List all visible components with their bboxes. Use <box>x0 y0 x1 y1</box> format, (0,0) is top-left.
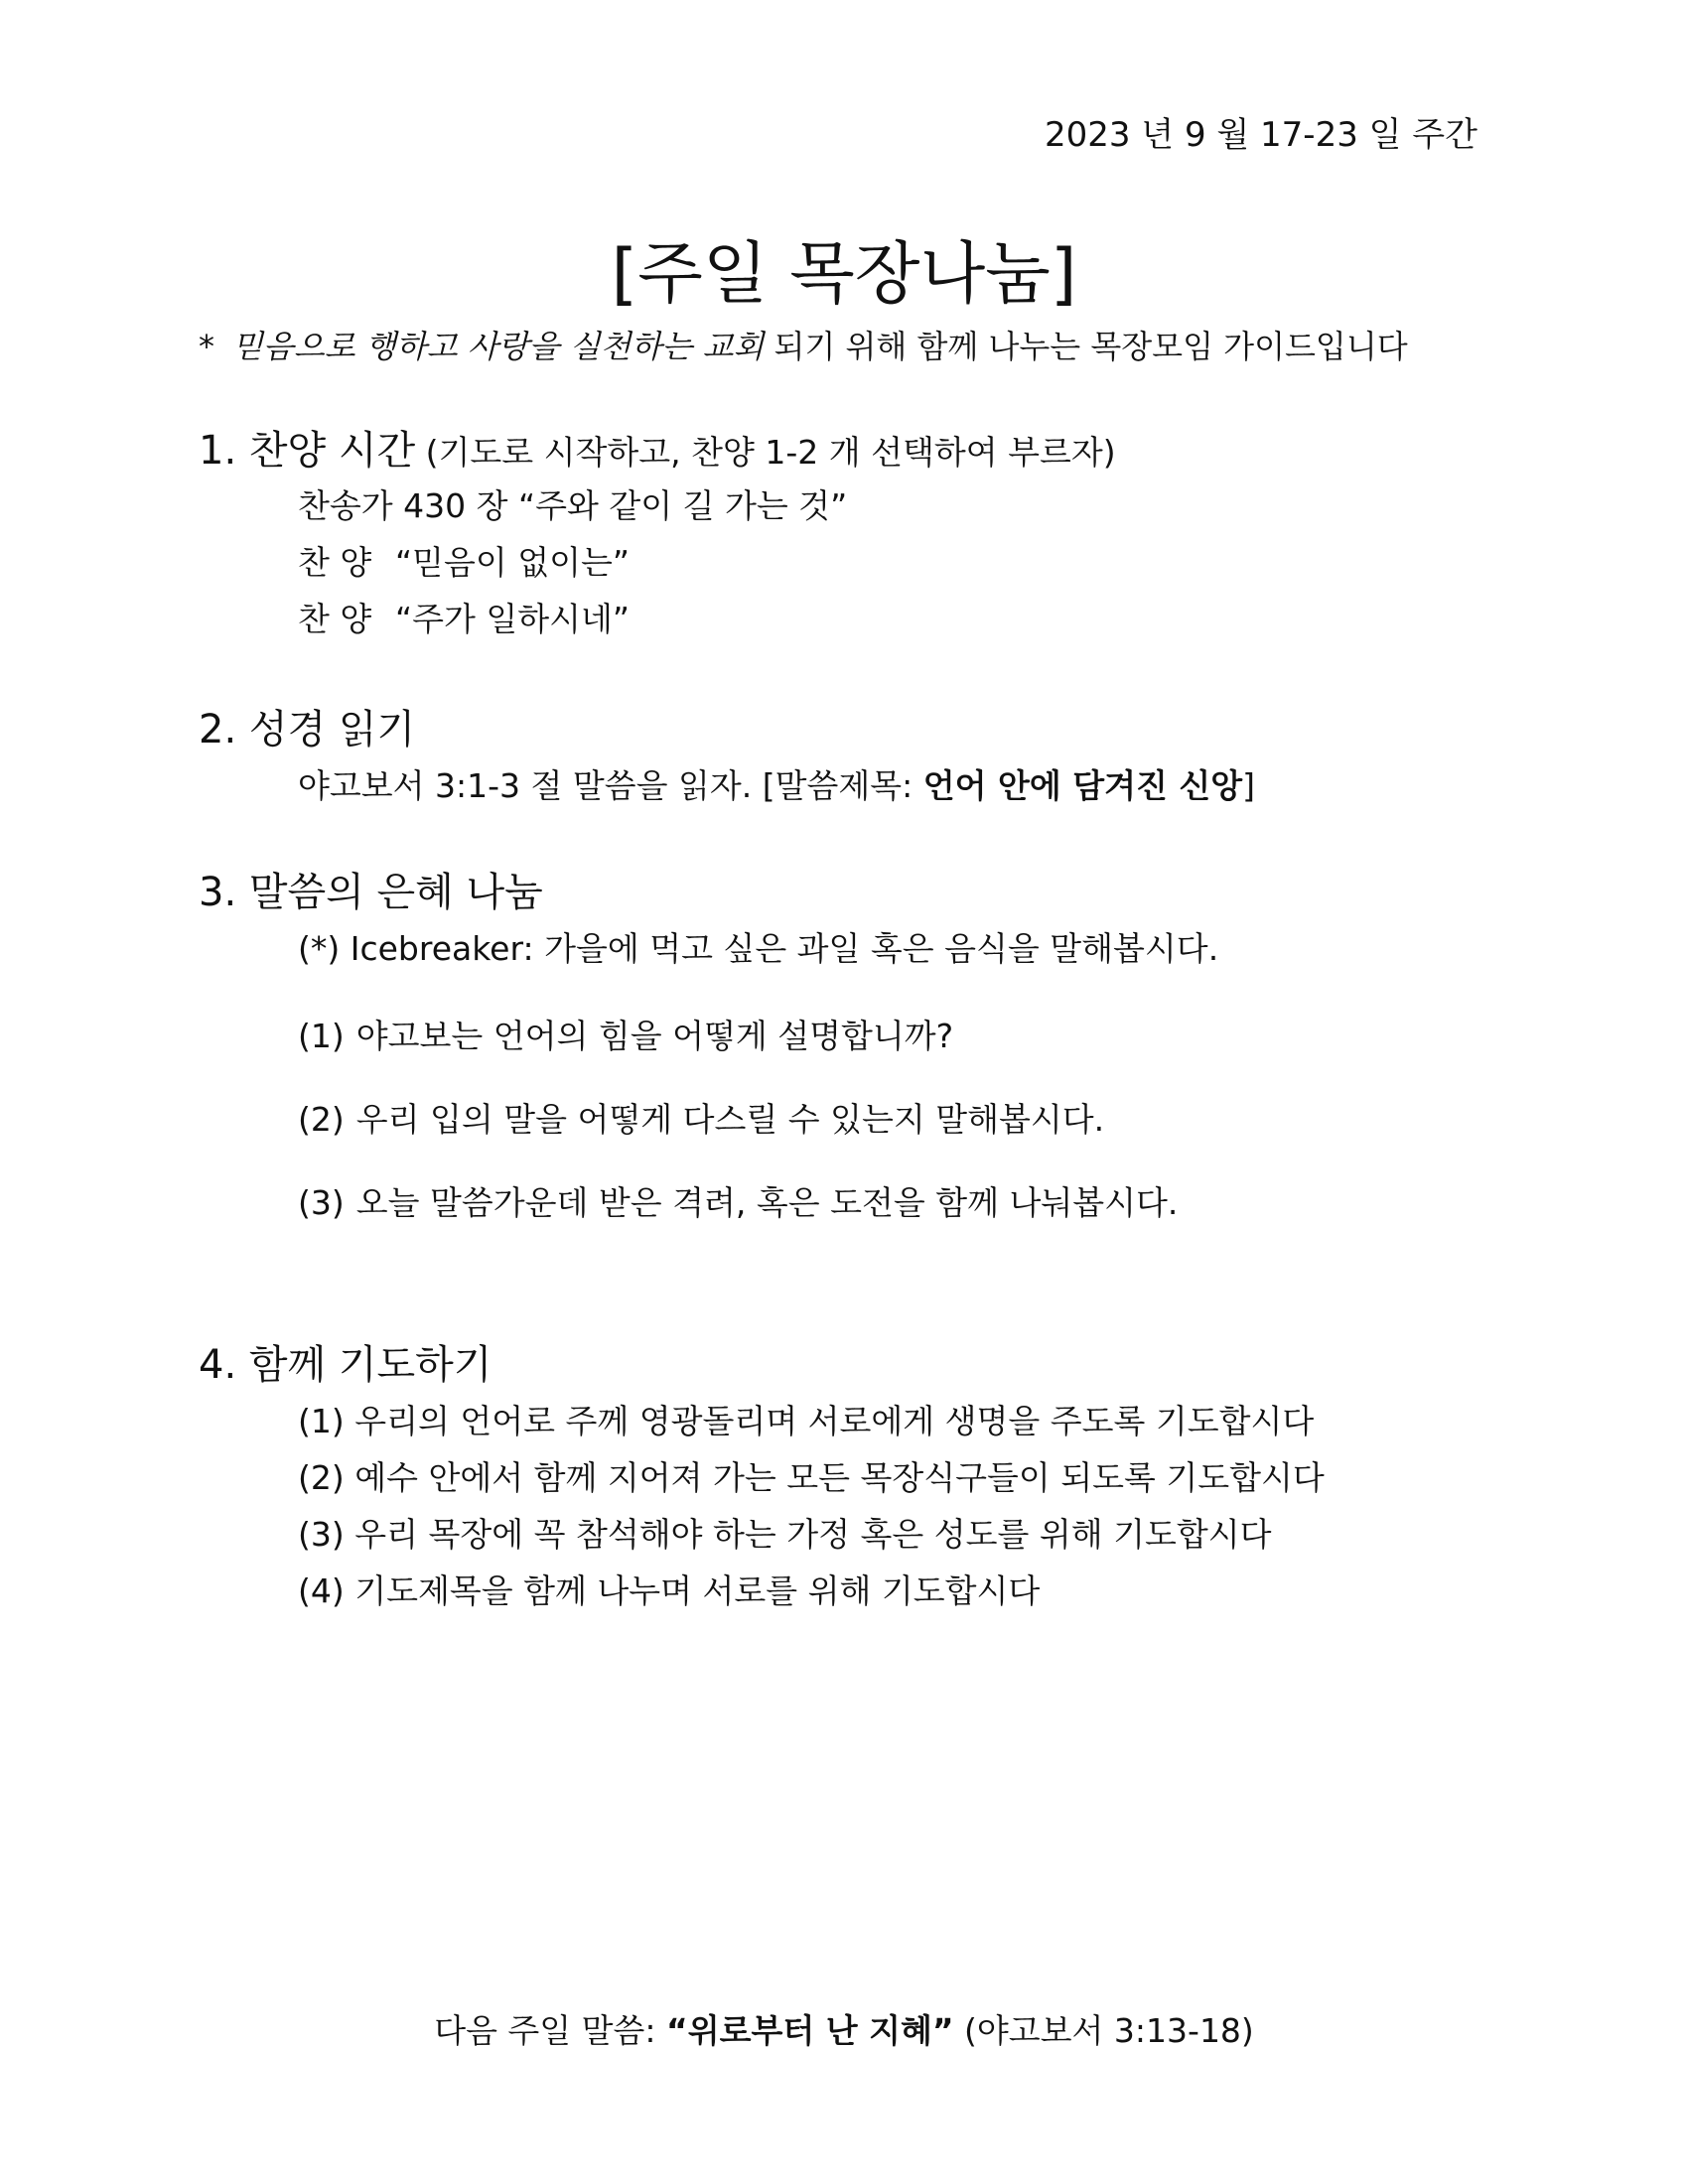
question-number: (3) <box>298 1183 345 1222</box>
praise-item-label: 찬송가 430 장 <box>298 486 508 525</box>
icebreaker-line <box>298 923 1218 970</box>
question-text: 오늘 말씀가운데 받은 격려, 혹은 도전을 함께 나눠봅시다. <box>355 1183 1179 1222</box>
intro-church-motto: 믿음으로 행하고 사랑을 실천하는 교회 <box>232 328 765 365</box>
praise-item <box>298 537 630 584</box>
praise-item-title: “주가 일하시네” <box>395 600 630 638</box>
next-week-ref: (야고보서 3:13-18) <box>953 2011 1254 2050</box>
sermon-title: 언어 안에 담겨진 신앙 <box>922 766 1243 805</box>
praise-item-label: 찬 양 <box>298 543 372 582</box>
praise-item-title: “믿음이 없이는” <box>395 543 630 582</box>
prayer-item: (2) 예수 안에서 함께 지어져 가는 모든 목장식구들이 되도록 기도합시다 <box>298 1458 1325 1497</box>
question-text: 야고보는 언어의 힘을 어떻게 설명합니까? <box>355 1017 954 1055</box>
section-reading-heading: 2. 성경 읽기 <box>199 707 416 752</box>
question-item <box>298 1094 1104 1141</box>
icebreaker-label: (*) Icebreaker: <box>298 929 534 968</box>
next-week-sermon <box>0 2005 1688 2052</box>
section-prayer-heading: 4. 함께 기도하기 <box>199 1342 492 1388</box>
date-line: 2023 년 9 월 17-23 일 주간 <box>1044 115 1477 155</box>
icebreaker-text: 가을에 먹고 싶은 과일 혹은 음식을 말해봅시다. <box>533 929 1219 968</box>
prayer-item: (3) 우리 목장에 꼭 참석해야 하는 가정 혹은 성도를 위해 기도합시다 <box>298 1515 1272 1554</box>
section-praise-heading <box>199 419 1116 476</box>
question-text: 우리 입의 말을 어떻게 다스릴 수 있는지 말해봅시다. <box>355 1100 1105 1139</box>
page-title: [주일 목장나눔] <box>611 235 1077 314</box>
section-praise-note: (기도로 시작하고, 찬양 1-2 개 선택하여 부르자) <box>415 433 1116 472</box>
section-sharing-heading: 3. 말씀의 은혜 나눔 <box>199 870 543 915</box>
intro-star: * <box>199 328 214 365</box>
question-number: (2) <box>298 1100 345 1139</box>
next-week-title: “위로부터 난 지혜” <box>666 2011 954 2050</box>
question-number: (1) <box>298 1017 345 1055</box>
question-item <box>298 1177 1178 1224</box>
reading-line <box>298 760 1255 807</box>
reading-text: 야고보서 3:1-3 절 말씀을 읽자. [말씀제목: <box>298 766 923 805</box>
intro-rest: 되기 위해 함께 나누는 목장모임 가이드입니다 <box>764 328 1408 365</box>
reading-close: ] <box>1242 766 1255 805</box>
prayer-item: (1) 우리의 언어로 주께 영광돌리며 서로에게 생명을 주도록 기도합시다 <box>298 1402 1315 1440</box>
next-week-label: 다음 주일 말씀: <box>434 2011 667 2050</box>
prayer-item: (4) 기도제목을 함께 나누며 서로를 위해 기도합시다 <box>298 1571 1041 1610</box>
praise-item <box>298 480 847 527</box>
praise-item-label: 찬 양 <box>298 600 372 638</box>
section-praise-title: 1. 찬양 시간 <box>199 428 416 474</box>
intro-line <box>199 322 1408 367</box>
praise-item-title: “주와 같이 길 가는 것” <box>517 486 848 525</box>
question-item <box>298 1011 953 1057</box>
praise-item <box>298 594 630 640</box>
